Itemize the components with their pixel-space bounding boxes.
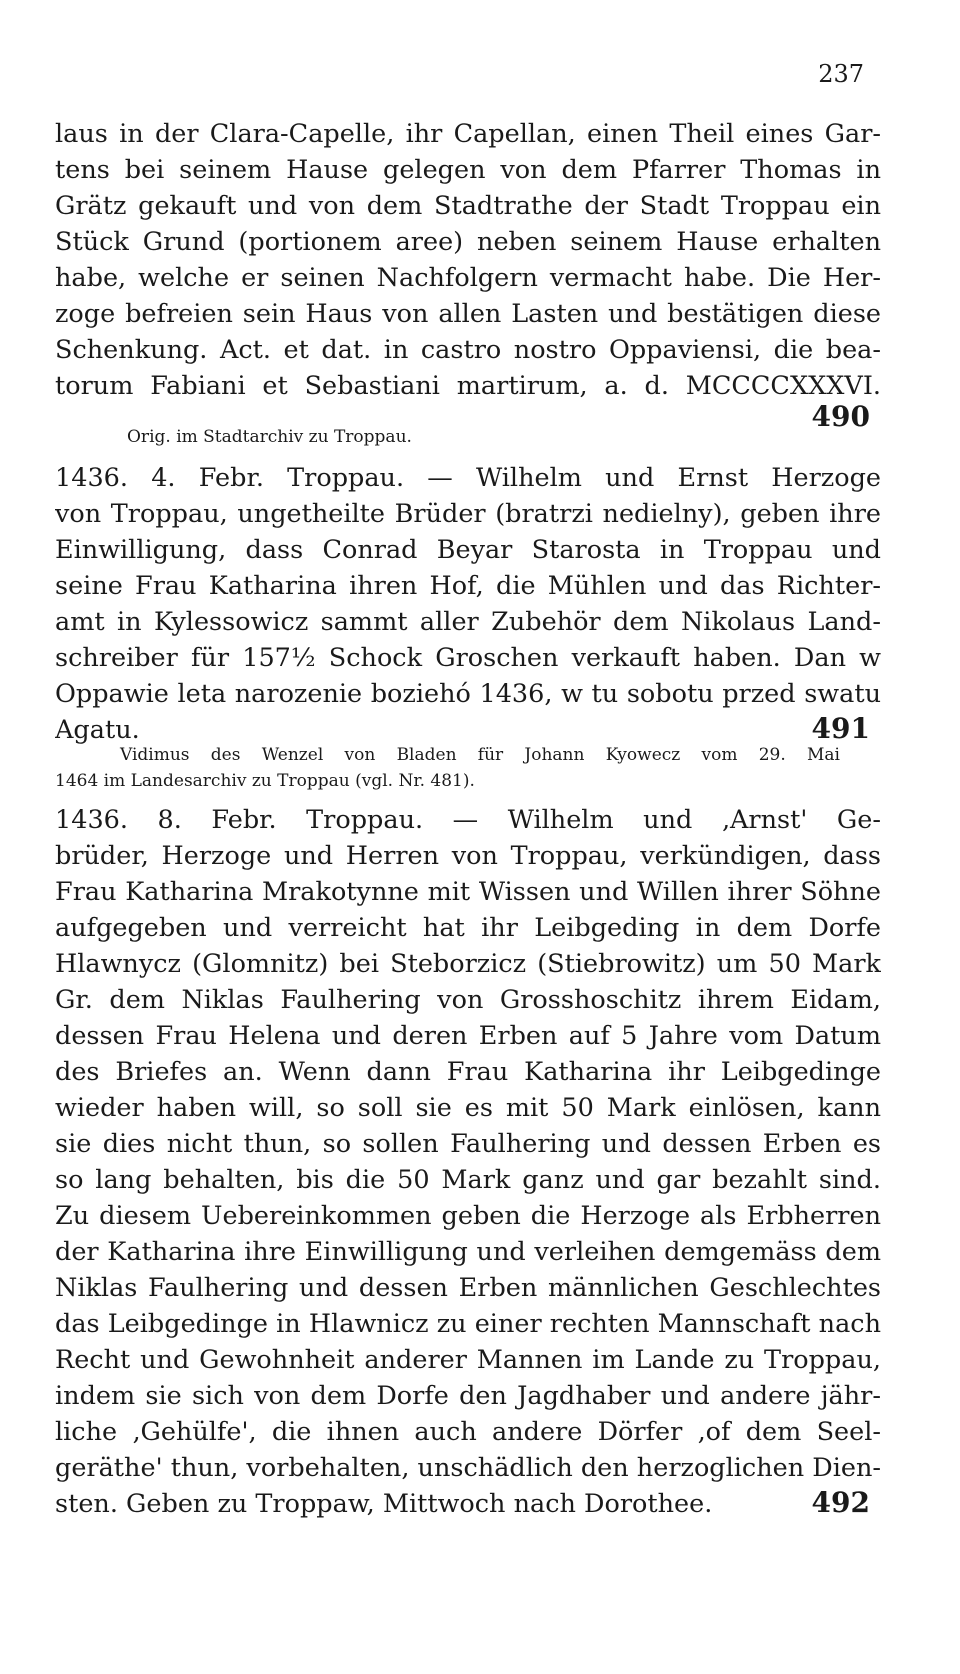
text-line: brüder, Herzoge und Herren von Troppau, verkündigen, dass — [55, 841, 881, 871]
text-line: indem sie sich von dem Dorfe den Jagdhaber und andere jähr- — [55, 1381, 881, 1411]
text-line: sie dies nicht thun, so sollen Faulhering und dessen Erben es — [55, 1129, 881, 1159]
source-note: Orig. im Stadtarchiv zu Troppau. — [127, 427, 412, 447]
text-line: 1436. 4. Febr. Troppau. — Wilhelm und Ernst Herzoge — [55, 463, 881, 493]
text-line: aufgegeben und verreicht hat ihr Leibgeding in dem Dorfe — [55, 913, 881, 943]
text-line: Niklas Faulhering und dessen Erben männlichen Geschlechtes — [55, 1273, 881, 1303]
text-line: von Troppau, ungetheilte Brüder (bratrzi nedielny), geben ihre — [55, 499, 881, 529]
text-line: so lang behalten, bis die 50 Mark ganz und gar bezahlt sind. — [55, 1165, 881, 1195]
document-number: 492 — [811, 1486, 870, 1519]
text-line: 1436. 8. Febr. Troppau. — Wilhelm und ‚Arnst' Ge- — [55, 805, 881, 835]
text-line: torum Fabiani et Sebastiani martirum, a. d. MCCCCXXXVI. — [55, 371, 881, 401]
text-line: Schenkung. Act. et dat. in castro nostro Oppaviensi, die bea- — [55, 335, 881, 365]
document-number: 490 — [811, 400, 870, 433]
text-line: Recht und Gewohnheit anderer Mannen im Lande zu Troppau, — [55, 1345, 881, 1375]
text-line: schreiber für 157½ Schock Groschen verkauft haben. Dan w — [55, 643, 881, 673]
text-line: laus in der Clara-Capelle, ihr Capellan, einen Theil eines Gar- — [55, 119, 881, 149]
text-line: Gr. dem Niklas Faulhering von Grosshoschitz ihrem Eidam, — [55, 985, 881, 1015]
source-note: 1464 im Landesarchiv zu Troppau (vgl. Nr. 481). — [55, 771, 475, 791]
text-line: sten. Geben zu Troppaw, Mittwoch nach Dorothee. — [55, 1489, 713, 1519]
text-line: Hlawnycz (Glomnitz) bei Steborzicz (Stiebrowitz) um 50 Mark — [55, 949, 881, 979]
text-line: seine Frau Katharina ihren Hof, die Mühlen und das Richter- — [55, 571, 881, 601]
text-line: habe, welche er seinen Nachfolgern vermacht habe. Die Her- — [55, 263, 881, 293]
text-line: wieder haben will, so soll sie es mit 50 Mark einlösen, kann — [55, 1093, 881, 1123]
text-line: das Leibgedinge in Hlawnicz zu einer rechten Mannschaft nach — [55, 1309, 881, 1339]
text-line: Agatu. — [55, 715, 140, 745]
text-line: liche ‚Gehülfe', die ihnen auch andere Dörfer ‚of dem Seel- — [55, 1417, 881, 1447]
text-line: Zu diesem Uebereinkommen geben die Herzoge als Erbherren — [55, 1201, 881, 1231]
text-line: Frau Katharina Mrakotynne mit Wissen und Willen ihrer Söhne — [55, 877, 881, 907]
text-line: der Katharina ihre Einwilligung und verleihen demgemäss dem — [55, 1237, 881, 1267]
text-line: Grätz gekauft und von dem Stadtrathe der Stadt Troppau ein — [55, 191, 881, 221]
text-line: tens bei seinem Hause gelegen von dem Pfarrer Thomas in — [55, 155, 881, 185]
text-line: des Briefes an. Wenn dann Frau Katharina ihr Leibgedinge — [55, 1057, 881, 1087]
text-line: Oppawie leta narozenie boziehó 1436, w tu sobotu przed swatu — [55, 679, 881, 709]
text-line: dessen Frau Helena und deren Erben auf 5 Jahre vom Datum — [55, 1021, 881, 1051]
text-line: Einwilligung, dass Conrad Beyar Starosta in Troppau und — [55, 535, 881, 565]
text-line: geräthe' thun, vorbehalten, unschädlich den herzoglichen Dien- — [55, 1453, 881, 1483]
source-note: Vidimus des Wenzel von Bladen für Johann Kyowecz vom 29. Mai — [120, 745, 840, 765]
text-line: Stück Grund (portionem aree) neben seinem Hause erhalten — [55, 227, 881, 257]
text-line: amt in Kylessowicz sammt aller Zubehör dem Nikolaus Land- — [55, 607, 881, 637]
text-line: zoge befreien sein Haus von allen Lasten und bestätigen diese — [55, 299, 881, 329]
document-number: 491 — [811, 712, 870, 745]
page-number: 237 — [818, 60, 864, 88]
